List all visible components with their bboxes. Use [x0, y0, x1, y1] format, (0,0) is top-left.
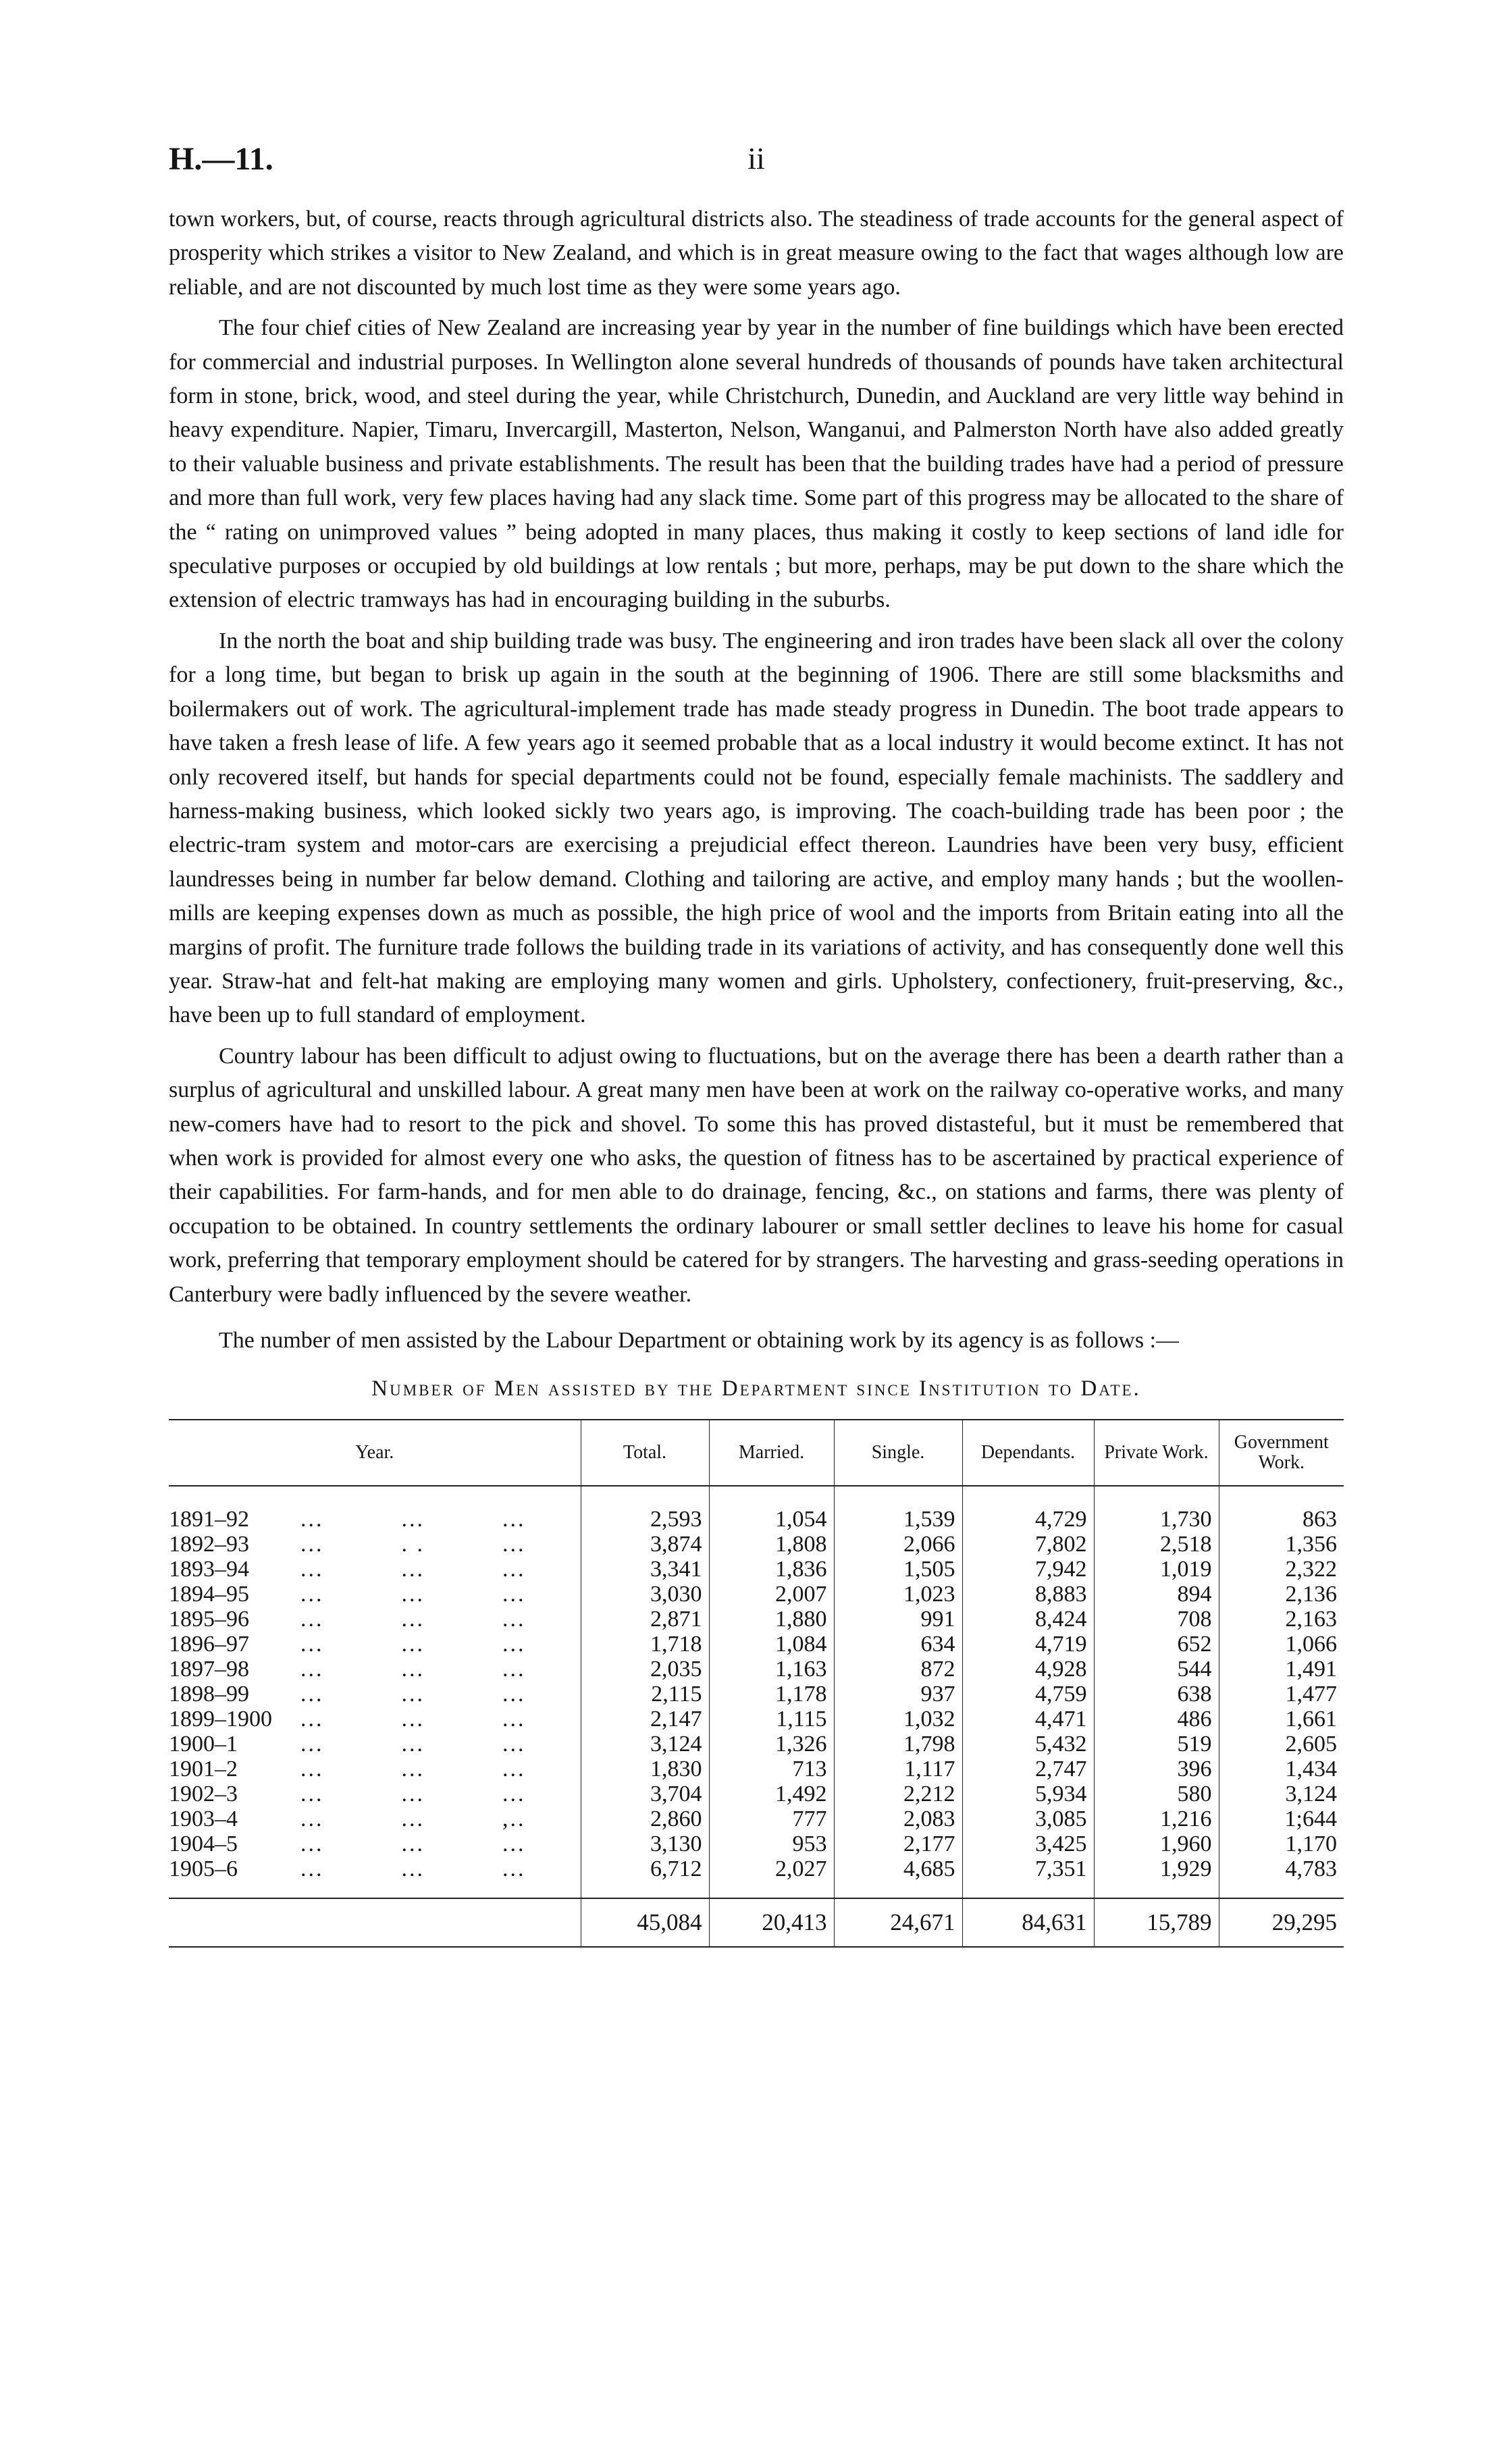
year-cell [169, 1806, 581, 1831]
men-assisted-table [169, 1419, 1344, 1948]
total-cell: 24,671 [834, 1898, 962, 1947]
total-cell: 2,115 [581, 1682, 709, 1707]
leader-dots: ... ... ... [300, 1831, 526, 1856]
married-cell: 2,007 [709, 1582, 834, 1607]
year-label: 1902–3 [169, 1782, 238, 1806]
leader-dots: ... ... ... [300, 1507, 526, 1532]
year-cell [169, 1856, 581, 1881]
married-cell: 953 [709, 1831, 834, 1856]
table-row [169, 1856, 1344, 1881]
single-cell: 1,117 [834, 1757, 962, 1782]
total-cell: 2,035 [581, 1657, 709, 1682]
single-cell: 1,023 [834, 1582, 962, 1607]
married-cell: 1,115 [709, 1707, 834, 1732]
married-cell: 1,163 [709, 1657, 834, 1682]
dependants-cell: 3,085 [962, 1806, 1094, 1831]
single-cell: 1,505 [834, 1557, 962, 1582]
paragraph: Country labour has been difficult to adjust owing to fluctuations, but on the average there has been a dearth rather than a surplus of agricultural and unskilled labour. A great many men have been at work on the railway co-operative works, and many new-comers have had to resort to the pick and shovel. To some this has proved distasteful, but it must be remembered that when work is provided for almost every one who asks, the question of fitness has to be ascertained by practical experience of their capabilities. For farm-hands, and for men able to do drainage, fencing, &c., on stations and farms, there was plenty of occupation to be obtained. In country settlements the ordinary labourer or small settler declines to leave his home for casual work, preferring that temporary employment should be catered for by strangers. The harvesting and grass-seeding operations in Canterbury were badly influenced by the severe weather. [169, 1043, 1344, 1307]
single-cell: 2,177 [834, 1831, 962, 1856]
total-cell: 45,084 [581, 1898, 709, 1947]
paragraph: town workers, but, of course, reacts through agricultural districts also. The steadiness of trade accounts for the general aspect of prosperity which strikes a visitor to New Zealand, and which is in great measure owing to the fact that wages although low are reliable, and are not discounted by much lost time as they were some years ago. [169, 207, 1344, 300]
year-label: 1893–94 [169, 1557, 249, 1582]
total-cell: 2,593 [581, 1507, 709, 1532]
table-row [169, 1707, 1344, 1732]
government-cell: 863 [1219, 1507, 1344, 1532]
year-cell [169, 1582, 581, 1607]
year-cell [169, 1607, 581, 1632]
private-cell: 708 [1094, 1607, 1219, 1632]
total-cell: 1,830 [581, 1757, 709, 1782]
leader-dots: ... ... ... [300, 1607, 526, 1632]
government-cell: 1;644 [1219, 1806, 1344, 1831]
private-cell: 580 [1094, 1782, 1219, 1806]
table-row [169, 1831, 1344, 1856]
single-cell: 634 [834, 1632, 962, 1657]
private-cell: 638 [1094, 1682, 1219, 1707]
leader-dots: ... ... ... [300, 1657, 526, 1682]
married-cell: 1,178 [709, 1682, 834, 1707]
government-cell: 4,783 [1219, 1856, 1344, 1881]
totals-row [169, 1898, 1344, 1947]
single-cell: 4,685 [834, 1856, 962, 1881]
year-cell [169, 1557, 581, 1582]
married-cell: 1,492 [709, 1782, 834, 1806]
page-header [169, 0, 1344, 203]
married-cell: 1,326 [709, 1732, 834, 1757]
private-cell: 396 [1094, 1757, 1219, 1782]
government-cell: 1,356 [1219, 1532, 1344, 1557]
year-label: 1891–92 [169, 1507, 249, 1532]
table-row [169, 1757, 1344, 1782]
single-cell: 2,083 [834, 1806, 962, 1831]
year-label: 1900–1 [169, 1732, 238, 1757]
table-row [169, 1607, 1344, 1632]
married-cell: 713 [709, 1757, 834, 1782]
leader-dots: ... ... ... [300, 1557, 526, 1582]
dependants-cell: 7,802 [962, 1532, 1094, 1557]
document-page [169, 0, 1344, 1948]
married-cell: 1,808 [709, 1532, 834, 1557]
column-header: Single. [834, 1420, 962, 1486]
year-label: 1903–4 [169, 1806, 238, 1831]
total-cell: 2,860 [581, 1806, 709, 1831]
totals-label-cell [169, 1898, 581, 1947]
document-reference: H.—11. [169, 141, 273, 177]
spacer-row [169, 1881, 1344, 1898]
page-number: ii [747, 141, 765, 176]
private-cell: 1,019 [1094, 1557, 1219, 1582]
married-cell: 1,084 [709, 1632, 834, 1657]
government-cell: 1,477 [1219, 1682, 1344, 1707]
year-cell [169, 1707, 581, 1732]
year-cell [169, 1532, 581, 1557]
table-header-row [169, 1420, 1344, 1486]
leader-dots: ... ... ... [300, 1757, 526, 1782]
private-cell: 1,730 [1094, 1507, 1219, 1532]
year-label: 1895–96 [169, 1607, 249, 1632]
single-cell: 1,032 [834, 1707, 962, 1732]
single-cell: 872 [834, 1657, 962, 1682]
year-label: 1905–6 [169, 1856, 238, 1881]
private-cell: 1,929 [1094, 1856, 1219, 1881]
total-cell: 2,147 [581, 1707, 709, 1732]
single-cell: 937 [834, 1682, 962, 1707]
dependants-cell: 4,471 [962, 1707, 1094, 1732]
dependants-cell: 8,883 [962, 1582, 1094, 1607]
year-cell [169, 1682, 581, 1707]
dependants-cell: 4,719 [962, 1632, 1094, 1657]
paragraph: The four chief cities of New Zealand are increasing year by year in the number of fine buildings which have been erected for commercial and industrial purposes. In Wellington alone several hundreds of thousands of pounds have taken architectural form in stone, brick, wood, and steel during the year, while Christchurch, Dunedin, and Auckland are very little way behind in heavy expenditure. Napier, Timaru, Invercargill, Masterton, Nelson, Wanganui, and Palmerston North have also added greatly to their valuable business and private establishments. The result has been that the building trades have had a period of pressure and more than full work, very few places having had any slack time. Some part of this progress may be allocated to the share of the “ rating on unimproved values ” being adopted in many places, thus making it costly to keep sections of land idle for speculative purposes or occupied by old buildings at low rentals ; but more, perhaps, may be put down to the share which the extension of electric tramways has had in encouraging building in the suburbs. [169, 315, 1344, 613]
spacer-row [169, 1486, 1344, 1507]
table-row [169, 1507, 1344, 1532]
column-header: Dependants. [962, 1420, 1094, 1486]
leader-dots: ... ... ... [300, 1707, 526, 1732]
total-cell: 3,874 [581, 1532, 709, 1557]
table-title: Number of Men assisted by the Department since Institution to Date. [371, 1376, 1141, 1401]
dependants-cell: 5,934 [962, 1782, 1094, 1806]
year-label: 1901–2 [169, 1757, 238, 1782]
column-header: Government Work. [1219, 1420, 1344, 1486]
year-cell [169, 1732, 581, 1757]
total-cell: 3,704 [581, 1782, 709, 1806]
single-cell: 1,798 [834, 1732, 962, 1757]
table-row [169, 1806, 1344, 1831]
private-cell: 652 [1094, 1632, 1219, 1657]
dependants-cell: 4,928 [962, 1657, 1094, 1682]
married-cell: 777 [709, 1806, 834, 1831]
leader-dots: ... ... ... [300, 1732, 526, 1757]
table-row [169, 1532, 1344, 1557]
total-cell: 2,871 [581, 1607, 709, 1632]
paragraph: In the north the boat and ship building trade was busy. The engineering and iron trades have been slack all over the colony for a long time, but began to brisk up again in the south at the beginning of 1906. There are still some blacksmiths and boilermakers out of work. The agricultural-implement trade has made steady progress in Dunedin. The boot trade appears to have taken a fresh lease of life. A few years ago it seemed probable that as a local industry it would become extinct. It has not only recovered itself, but hands for special departments could not be found, especially female machinists. The saddlery and harness-making business, which looked sickly two years ago, is improving. The coach-building trade has been poor ; the electric-tram system and motor-cars are exercising a prejudicial effect thereon. Laundries have been very busy, efficient laundresses being in number far below demand. Clothing and tailoring are active, and employ many hands ; but the woollen-mills are keeping expenses down as much as possible, the high price of wool and the imports from Britain eating into all the margins of profit. The furniture trade follows the building trade in its variations of activity, and has consequently done well this year. Straw-hat and felt-hat making are employing many women and girls. Upholstery, confectionery, fruit-preserving, &c., have been up to full standard of employment. [169, 628, 1344, 1028]
government-cell: 2,605 [1219, 1732, 1344, 1757]
table-row [169, 1557, 1344, 1582]
private-cell: 2,518 [1094, 1532, 1219, 1557]
table-row [169, 1582, 1344, 1607]
government-cell: 1,066 [1219, 1632, 1344, 1657]
table-row [169, 1632, 1344, 1657]
dependants-cell: 3,425 [962, 1831, 1094, 1856]
government-cell: 1,661 [1219, 1707, 1344, 1732]
year-cell [169, 1632, 581, 1657]
leader-dots: ... ... ... [300, 1632, 526, 1657]
single-cell: 1,539 [834, 1507, 962, 1532]
single-cell: 991 [834, 1607, 962, 1632]
married-cell: 1,836 [709, 1557, 834, 1582]
single-cell: 2,212 [834, 1782, 962, 1806]
dependants-cell: 7,942 [962, 1557, 1094, 1582]
total-cell: 3,124 [581, 1732, 709, 1757]
single-cell: 2,066 [834, 1532, 962, 1557]
private-cell: 1,960 [1094, 1831, 1219, 1856]
leader-dots: ... ... ... [300, 1782, 526, 1806]
year-cell [169, 1657, 581, 1682]
private-cell: 544 [1094, 1657, 1219, 1682]
total-cell: 15,789 [1094, 1898, 1219, 1947]
private-cell: 1,216 [1094, 1806, 1219, 1831]
government-cell: 2,136 [1219, 1582, 1344, 1607]
private-cell: 486 [1094, 1707, 1219, 1732]
government-cell: 1,170 [1219, 1831, 1344, 1856]
table-intro: The number of men assisted by the Labour Department or obtaining work by its agency is as follows :— [219, 1328, 1180, 1353]
government-cell: 2,322 [1219, 1557, 1344, 1582]
leader-dots: ... ... ... [300, 1682, 526, 1707]
table-row [169, 1657, 1344, 1682]
year-label: 1904–5 [169, 1831, 238, 1856]
table-row [169, 1682, 1344, 1707]
private-cell: 894 [1094, 1582, 1219, 1607]
government-cell: 1,491 [1219, 1657, 1344, 1682]
year-label: 1896–97 [169, 1632, 249, 1657]
total-cell: 3,130 [581, 1831, 709, 1856]
government-cell: 3,124 [1219, 1782, 1344, 1806]
government-cell: 2,163 [1219, 1607, 1344, 1632]
column-header: Year. [169, 1420, 581, 1486]
dependants-cell: 4,729 [962, 1507, 1094, 1532]
dependants-cell: 7,351 [962, 1856, 1094, 1881]
column-header: Total. [581, 1420, 709, 1486]
year-label: 1897–98 [169, 1657, 249, 1682]
table-body [169, 1486, 1344, 1881]
private-cell: 519 [1094, 1732, 1219, 1757]
body-text [169, 203, 1344, 1312]
government-cell: 1,434 [1219, 1757, 1344, 1782]
column-header: Married. [709, 1420, 834, 1486]
table-row [169, 1782, 1344, 1806]
married-cell: 1,054 [709, 1507, 834, 1532]
year-label: 1898–99 [169, 1682, 249, 1707]
dependants-cell: 5,432 [962, 1732, 1094, 1757]
year-label: 1899–1900 [169, 1707, 272, 1732]
total-cell: 1,718 [581, 1632, 709, 1657]
column-header: Private Work. [1094, 1420, 1219, 1486]
leader-dots: ... . . ... [300, 1532, 526, 1557]
total-cell: 6,712 [581, 1856, 709, 1881]
year-cell [169, 1757, 581, 1782]
total-cell: 84,631 [962, 1898, 1094, 1947]
leader-dots: ... ... ... [300, 1582, 526, 1607]
year-label: 1894–95 [169, 1582, 249, 1607]
married-cell: 2,027 [709, 1856, 834, 1881]
year-cell [169, 1831, 581, 1856]
table-row [169, 1732, 1344, 1757]
leader-dots: ... ... ... [300, 1856, 526, 1881]
total-cell: 3,030 [581, 1582, 709, 1607]
total-cell: 20,413 [709, 1898, 834, 1947]
dependants-cell: 8,424 [962, 1607, 1094, 1632]
year-cell [169, 1507, 581, 1532]
dependants-cell: 2,747 [962, 1757, 1094, 1782]
total-cell: 3,341 [581, 1557, 709, 1582]
year-label: 1892–93 [169, 1532, 249, 1557]
total-cell: 29,295 [1219, 1898, 1344, 1947]
married-cell: 1,880 [709, 1607, 834, 1632]
leader-dots: ... ... ,.. [300, 1806, 526, 1831]
dependants-cell: 4,759 [962, 1682, 1094, 1707]
year-cell [169, 1782, 581, 1806]
